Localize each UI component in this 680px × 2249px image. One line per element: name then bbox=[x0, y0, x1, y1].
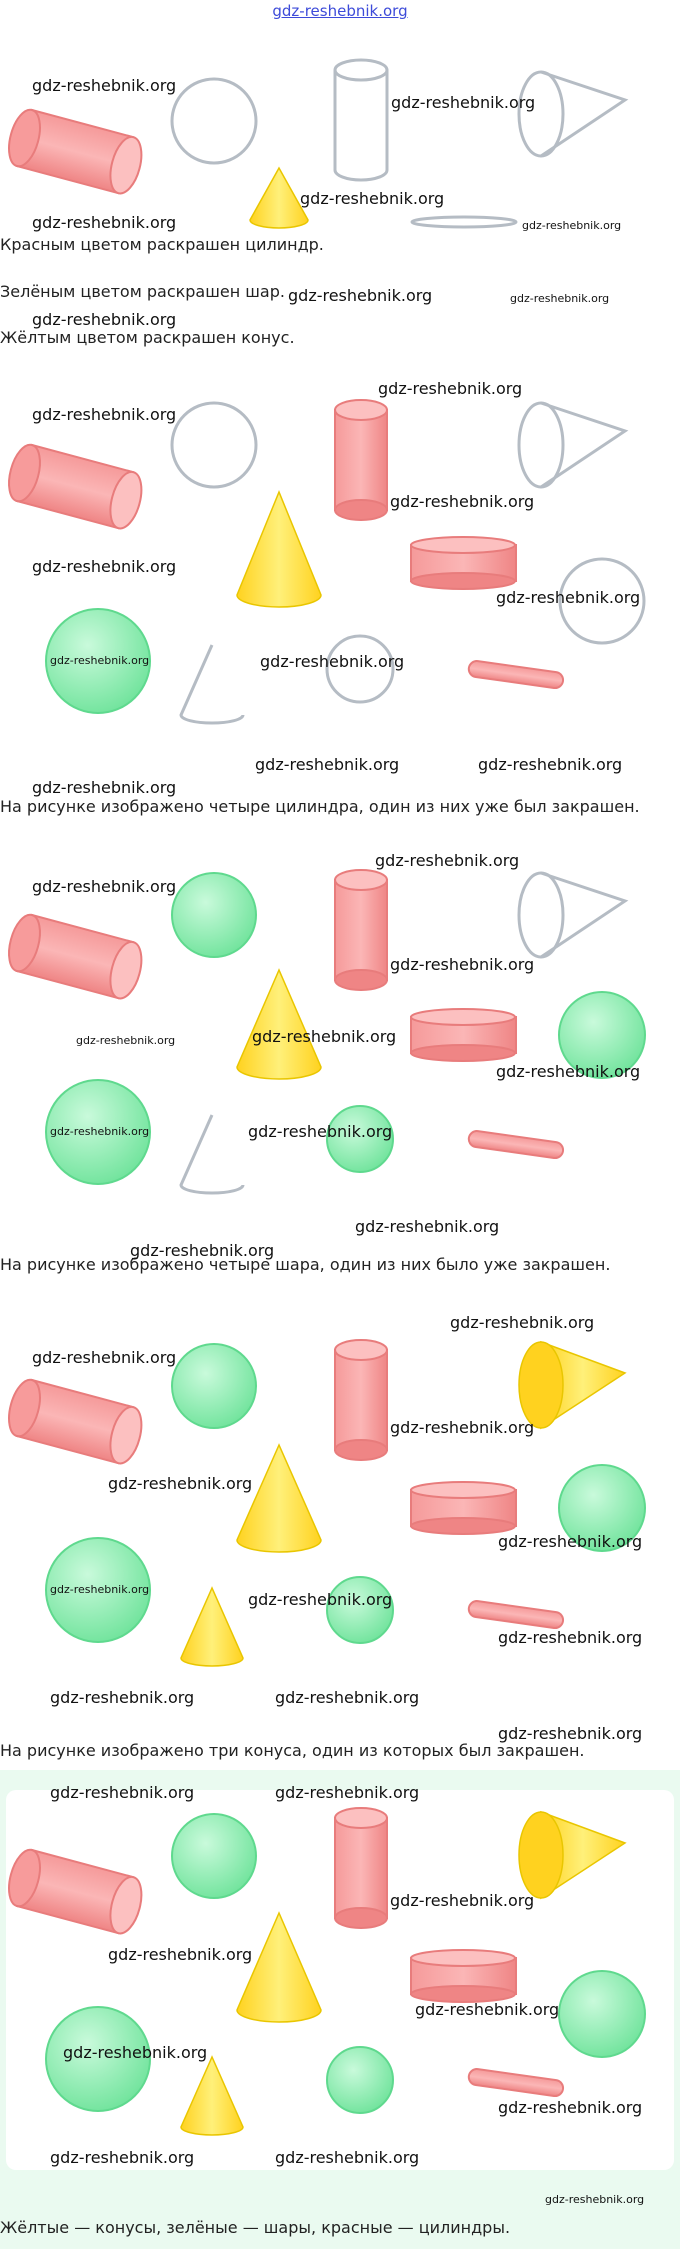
watermark: gdz-reshebnik.org bbox=[32, 213, 177, 232]
watermark: gdz-reshebnik.org bbox=[50, 1688, 195, 1707]
yellow-cone bbox=[237, 492, 321, 607]
watermark: gdz-reshebnik.org bbox=[50, 1583, 150, 1596]
red-rod bbox=[468, 1130, 564, 1159]
watermark: gdz-reshebnik.org bbox=[32, 405, 177, 424]
caption-2: Зелёным цветом раскрашен шар. bbox=[0, 282, 285, 301]
watermark: gdz-reshebnik.org bbox=[522, 219, 622, 232]
watermark: gdz-reshebnik.org bbox=[355, 1217, 500, 1236]
watermark: gdz-reshebnik.org bbox=[50, 654, 150, 667]
green-sphere-right bbox=[559, 1971, 645, 2057]
red-cylinder-lying bbox=[3, 441, 146, 531]
red-cylinder-tall bbox=[335, 1340, 387, 1460]
watermark: gdz-reshebnik.org bbox=[32, 76, 177, 95]
site-header-link[interactable]: gdz-reshebnik.org bbox=[272, 2, 408, 20]
watermark: gdz-reshebnik.org bbox=[390, 955, 535, 974]
panel-4 bbox=[0, 1310, 680, 1743]
watermark: gdz-reshebnik.org bbox=[496, 588, 641, 607]
watermark: gdz-reshebnik.org bbox=[496, 1062, 641, 1081]
watermark: gdz-reshebnik.org bbox=[252, 1027, 397, 1046]
watermark: gdz-reshebnik.org bbox=[288, 286, 433, 305]
red-cylinder-lying bbox=[3, 1846, 146, 1936]
panel-5 bbox=[0, 1775, 680, 2205]
panel-5-figure bbox=[0, 1775, 680, 2205]
watermark: gdz-reshebnik.org bbox=[390, 1891, 535, 1910]
watermark: gdz-reshebnik.org bbox=[50, 1783, 195, 1802]
gray-cone-small bbox=[181, 645, 243, 723]
panel-3 bbox=[0, 845, 680, 1245]
red-cylinder-lying bbox=[3, 1376, 146, 1466]
caption-1: Красным цветом раскрашен цилиндр. bbox=[0, 235, 324, 254]
red-cylinder-tall bbox=[335, 870, 387, 990]
red-disk bbox=[411, 537, 516, 589]
watermark: gdz-reshebnik.org bbox=[32, 557, 177, 576]
watermark: gdz-reshebnik.org bbox=[300, 189, 445, 208]
watermark: gdz-reshebnik.org bbox=[32, 877, 177, 896]
watermark: gdz-reshebnik.org bbox=[50, 1125, 150, 1138]
watermark: gdz-reshebnik.org bbox=[450, 1313, 595, 1332]
watermark: gdz-reshebnik.org bbox=[498, 1532, 643, 1551]
yellow-cone-lying bbox=[519, 1812, 625, 1898]
panel-1-figure bbox=[0, 40, 680, 240]
gray-cone-lying bbox=[519, 873, 625, 957]
panel-1 bbox=[0, 40, 680, 240]
green-sphere bbox=[172, 1344, 256, 1428]
red-disk bbox=[411, 1950, 516, 2002]
watermark: gdz-reshebnik.org bbox=[108, 1945, 253, 1964]
watermark: gdz-reshebnik.org bbox=[415, 2000, 560, 2019]
watermark: gdz-reshebnik.org bbox=[498, 1724, 643, 1743]
caption-6: На рисунке изображено три конуса, один из которых был закрашен. bbox=[0, 1741, 585, 1760]
green-sphere bbox=[172, 1814, 256, 1898]
green-sphere-small bbox=[327, 2047, 393, 2113]
watermark: gdz-reshebnik.org bbox=[390, 492, 535, 511]
red-rod bbox=[468, 1600, 564, 1629]
watermark: gdz-reshebnik.org bbox=[32, 778, 177, 797]
caption-5: На рисунке изображено четыре шара, один из них было уже закрашен. bbox=[0, 1255, 611, 1274]
watermark: gdz-reshebnik.org bbox=[248, 1122, 393, 1141]
watermark: gdz-reshebnik.org bbox=[375, 851, 520, 870]
caption-4: На рисунке изображено четыре цилиндра, один из них уже был закрашен. bbox=[0, 797, 640, 816]
panel-4-figure bbox=[0, 1310, 680, 1730]
yellow-cone-small bbox=[181, 1588, 243, 1666]
gray-disk-flat bbox=[412, 217, 516, 227]
watermark: gdz-reshebnik.org bbox=[50, 2148, 195, 2167]
watermark: gdz-reshebnik.org bbox=[498, 1628, 643, 1647]
panel-2 bbox=[0, 375, 680, 805]
red-cylinder-tall bbox=[335, 1808, 387, 1928]
yellow-cone bbox=[237, 1913, 321, 2022]
watermark: gdz-reshebnik.org bbox=[478, 755, 623, 774]
red-cylinder-lying bbox=[3, 106, 146, 196]
yellow-cone bbox=[237, 970, 321, 1079]
watermark: gdz-reshebnik.org bbox=[390, 1418, 535, 1437]
yellow-cone-lying bbox=[519, 1342, 625, 1428]
watermark: gdz-reshebnik.org bbox=[63, 2043, 208, 2062]
yellow-cone-small bbox=[181, 2057, 243, 2135]
gray-sphere bbox=[172, 403, 256, 487]
watermark: gdz-reshebnik.org bbox=[545, 2193, 645, 2206]
green-sphere bbox=[172, 873, 256, 957]
red-cylinder-tall bbox=[335, 400, 387, 520]
green-sphere-small bbox=[327, 1577, 393, 1643]
gray-cylinder-tall bbox=[335, 60, 387, 180]
watermark: gdz-reshebnik.org bbox=[32, 310, 177, 329]
red-disk bbox=[411, 1482, 516, 1534]
gray-sphere bbox=[172, 79, 256, 163]
caption-7: Жёлтые — конусы, зелёные — шары, красные — цилиндры. bbox=[0, 2218, 511, 2237]
watermark: gdz-reshebnik.org bbox=[255, 755, 400, 774]
caption-3: Жёлтым цветом раскрашен конус. bbox=[0, 328, 295, 347]
gray-cone-lying bbox=[519, 403, 625, 487]
watermark: gdz-reshebnik.org bbox=[498, 2098, 643, 2117]
red-rod bbox=[468, 660, 564, 689]
watermark: gdz-reshebnik.org bbox=[248, 1590, 393, 1609]
gray-cone-lying bbox=[519, 72, 625, 156]
watermark: gdz-reshebnik.org bbox=[391, 93, 536, 112]
watermark: gdz-reshebnik.org bbox=[275, 1688, 420, 1707]
gray-cone-small bbox=[181, 1115, 243, 1193]
red-disk bbox=[411, 1009, 516, 1061]
watermark: gdz-reshebnik.org bbox=[275, 1783, 420, 1802]
watermark: gdz-reshebnik.org bbox=[510, 292, 610, 305]
watermark: gdz-reshebnik.org bbox=[260, 652, 405, 671]
watermark: gdz-reshebnik.org bbox=[130, 1241, 275, 1260]
red-rod bbox=[468, 2068, 564, 2097]
watermark: gdz-reshebnik.org bbox=[32, 1348, 177, 1367]
watermark: gdz-reshebnik.org bbox=[275, 2148, 420, 2167]
watermark: gdz-reshebnik.org bbox=[378, 379, 523, 398]
watermark: gdz-reshebnik.org bbox=[108, 1474, 253, 1493]
red-cylinder-lying bbox=[3, 911, 146, 1001]
yellow-cone bbox=[237, 1445, 321, 1552]
watermark: gdz-reshebnik.org bbox=[76, 1034, 176, 1047]
